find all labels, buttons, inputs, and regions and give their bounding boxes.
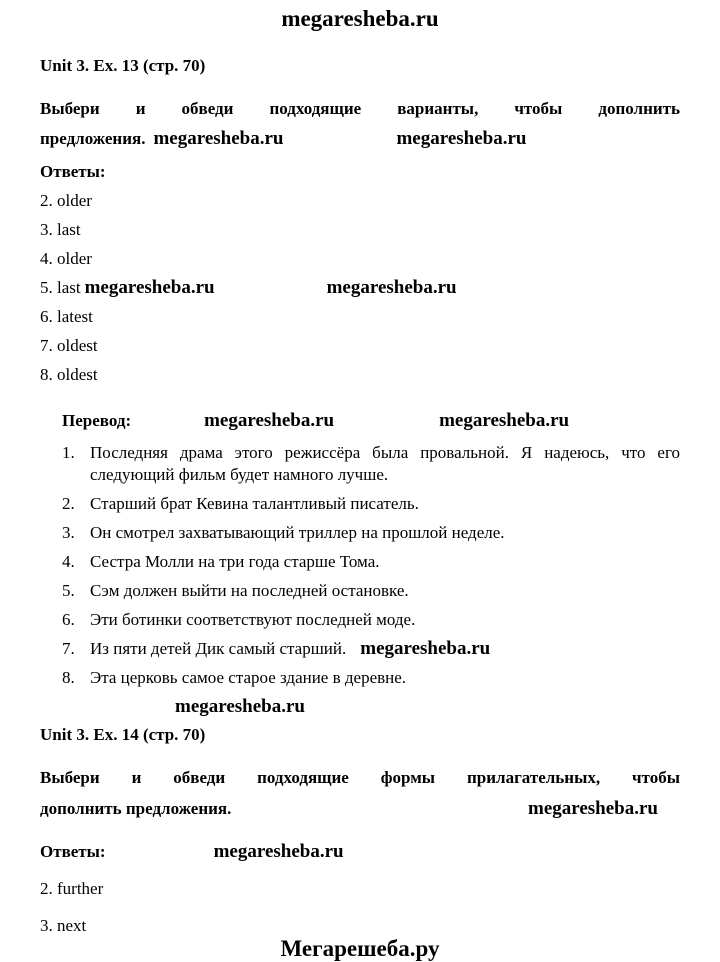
- item-number: 3.: [62, 523, 75, 542]
- item-text-wrap: [90, 638, 680, 660]
- watermark-text: megaresheba.ru: [84, 277, 215, 298]
- item-text: Эта церковь самое старое здание в деревне.: [90, 668, 407, 687]
- translation-list: [62, 435, 680, 689]
- answers-label: [40, 162, 680, 182]
- answer-item: [40, 336, 680, 356]
- translation-label-text: Перевод:: [62, 411, 132, 430]
- translation-label: [62, 411, 680, 431]
- answer-text: 3. last: [40, 220, 81, 239]
- answer-item: [40, 365, 680, 385]
- answer-text: 7. oldest: [40, 336, 98, 355]
- exercise-14-task-line1: Выбери и обведи подходящие формы прилагательных, чтобы: [40, 768, 680, 787]
- exercise-14-heading: Unit 3. Ex. 14 (стр. 70): [40, 725, 206, 744]
- answer-item: [40, 307, 680, 327]
- item-text: Из пяти детей Дик самый старший.: [90, 639, 347, 658]
- watermark-text: megaresheba.ru: [396, 128, 527, 149]
- watermark-text: megaresheba.ru: [204, 410, 335, 431]
- answer-text: 5. last: [40, 278, 81, 297]
- task-text: дополнить предложения.: [40, 799, 232, 818]
- answer-item: [40, 191, 680, 211]
- answer-text: 3. next: [40, 916, 87, 935]
- item-text: Эти ботинки соответствуют последней моде.: [90, 610, 416, 629]
- translation-item: [62, 551, 680, 573]
- watermark-text: megaresheba.ru: [528, 798, 658, 819]
- watermark-text: megaresheba.ru: [326, 277, 457, 298]
- footer-site-title: Мегарешеба.ру: [280, 936, 440, 961]
- item-number: 1.: [62, 443, 75, 462]
- translation-item: [62, 609, 680, 631]
- item-number: 7.: [62, 639, 75, 658]
- watermark-text: megaresheba.ru: [360, 638, 491, 659]
- translation-item: [62, 442, 680, 486]
- site-watermark-title: megaresheba.ru: [281, 6, 439, 31]
- answer-item: [40, 879, 680, 899]
- watermark-text: megaresheba.ru: [175, 696, 305, 717]
- item-number: 2.: [62, 494, 75, 513]
- item-text: Последняя драма этого режиссёра была провальной. Я надеюсь, что его следующий фильм будет намного лучше.: [90, 443, 680, 484]
- exercise-13-heading: Unit 3. Ex. 13 (стр. 70): [40, 56, 206, 75]
- item-number: 5.: [62, 581, 75, 600]
- answers-label: [40, 842, 680, 862]
- answer-text: 6. latest: [40, 307, 93, 326]
- item-number: 8.: [62, 668, 75, 687]
- translation-item: [62, 667, 680, 689]
- watermark-text: megaresheba.ru: [213, 841, 344, 862]
- answer-text: 2. further: [40, 879, 104, 898]
- answer-item: [40, 916, 680, 936]
- answer-text: 2. older: [40, 191, 92, 210]
- watermark-text: megaresheba.ru: [439, 410, 570, 431]
- exercise-14-task-line2: [40, 798, 680, 820]
- item-number: 6.: [62, 610, 75, 629]
- translation-item: [62, 580, 680, 602]
- answer-text: 8. oldest: [40, 365, 98, 384]
- watermark-text: megaresheba.ru: [153, 128, 284, 149]
- item-number: 4.: [62, 552, 75, 571]
- answer-text: 4. older: [40, 249, 92, 268]
- item-text: Старший брат Кевина талантливый писатель.: [90, 494, 419, 513]
- translation-item: [62, 522, 680, 544]
- translation-item: [62, 638, 680, 660]
- task-text: предложения.: [40, 129, 146, 148]
- answers-label-text: Ответы:: [40, 842, 106, 861]
- exercise-13-task-line2: [40, 128, 680, 150]
- item-text: Сэм должен выйти на последней остановке.: [90, 581, 409, 600]
- item-text: Сестра Молли на три года старше Тома.: [90, 552, 380, 571]
- answers-label-text: Ответы:: [40, 162, 106, 181]
- exercise-13-task-line1: Выбери и обведи подходящие варианты, чтобы дополнить: [40, 99, 680, 118]
- item-text: Он смотрел захватывающий триллер на прошлой неделе.: [90, 523, 505, 542]
- translation-item: [62, 493, 680, 515]
- answer-item: [40, 278, 680, 298]
- watermark-line: [175, 697, 680, 717]
- answer-item: [40, 220, 680, 240]
- answer-item: [40, 249, 680, 269]
